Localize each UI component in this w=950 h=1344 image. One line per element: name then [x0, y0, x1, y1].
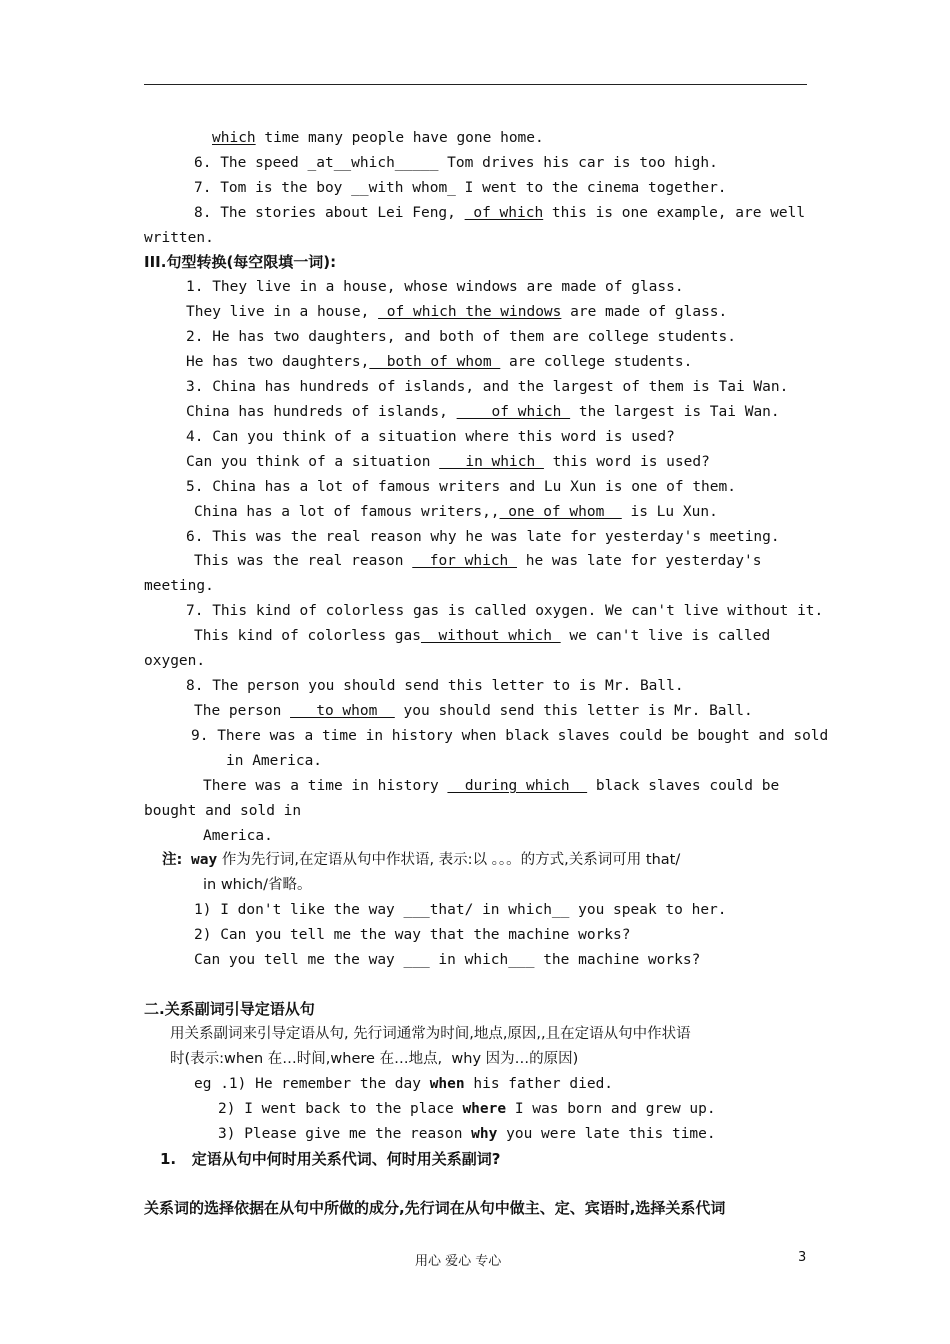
q9-original: 9. There was a time in history when black slaves could be bought and sold	[191, 728, 829, 744]
section-heading-2: 二.关系副词引导定语从句	[144, 1000, 315, 1018]
q2-original: 2. He has two daughters, and both of them are college students.	[186, 329, 736, 345]
way-example-2: 2) Can you tell me the way that the machine works?	[194, 927, 631, 943]
page-number: 3	[798, 1250, 807, 1265]
q1-original: 1. They live in a house, whose windows are made of glass.	[186, 279, 684, 295]
q7-original: 7. This kind of colorless gas is called oxygen. We can't live without it.	[186, 603, 824, 619]
q7-answer-cont: oxygen.	[144, 653, 206, 669]
exercise-item-8: 8. The stories about Lei Feng, of which this is one example, are well	[194, 205, 806, 221]
q8-original: 8. The person you should send this letter to is Mr. Ball.	[186, 678, 684, 694]
q3-original: 3. China has hundreds of islands, and the largest of them is Tai Wan.	[186, 379, 789, 395]
way-example-1: 1) I don't like the way ___that/ in which__ you speak to her.	[194, 902, 727, 918]
q9-answer: There was a time in history during which black slaves could be	[203, 778, 780, 794]
q4-original: 4. Can you think of a situation where this word is used?	[186, 429, 675, 445]
header-rule	[144, 84, 807, 85]
paragraph-line: 用关系副词来引导定语从句, 先行词通常为时间,地点,原因,,且在定语从句中作状语	[170, 1026, 691, 1042]
q2-answer: He has two daughters, both of whom are college students.	[186, 354, 693, 370]
q3-answer: China has hundreds of islands, of which the largest is Tai Wan.	[186, 404, 780, 420]
q1-answer: They live in a house, of which the windows are made of glass.	[186, 304, 728, 320]
example-when: eg .1) He remember the day when his father died.	[194, 1076, 614, 1092]
q9-original-cont: in America.	[226, 753, 323, 769]
q5-original: 5. China has a lot of famous writers and Lu Xun is one of them.	[186, 479, 736, 495]
example-where: 2) I went back to the place where I was born and grew up.	[218, 1101, 716, 1117]
q6-original: 6. This was the real reason why he was late for yesterday's meeting.	[186, 529, 780, 545]
q6-answer: This was the real reason for which he was late for yesterday's	[194, 553, 762, 569]
q8-answer: The person to whom you should send this letter is Mr. Ball.	[194, 703, 753, 719]
q6-answer-cont: meeting.	[144, 578, 214, 594]
example-why: 3) Please give me the reason why you were late this time.	[218, 1126, 716, 1142]
q5-answer: China has a lot of famous writers,, one of whom is Lu Xun.	[194, 504, 718, 520]
subheading-1: 1. 定语从句中何时用关系代词、何时用关系副词?	[160, 1150, 501, 1168]
footer-motto: 用心 爱心 专心	[415, 1254, 502, 1269]
exercise-item-8-cont: written.	[144, 230, 214, 246]
q7-answer: This kind of colorless gas without which we can't live is called	[194, 628, 771, 644]
q9-answer-cont: bought and sold in	[144, 803, 302, 819]
note-line: 注: way 作为先行词,在定语从句中作状语, 表示:以 。。。的方式,关系词可用 that/	[162, 852, 681, 868]
section-heading-iii: III.句型转换(每空限填一词):	[144, 253, 337, 271]
exercise-item-6: 6. The speed _at__which_____ Tom drives his car is too high.	[194, 155, 718, 171]
q9-answer-cont2: America.	[203, 828, 273, 844]
note-line-cont: in which/省略。	[203, 877, 312, 893]
text-line: which time many people have gone home.	[212, 130, 544, 146]
paragraph-line: 时(表示:when 在…时间,where 在…地点, why 因为…的原因)	[170, 1051, 579, 1067]
q4-answer: Can you think of a situation in which this word is used?	[186, 454, 710, 470]
bold-paragraph: 关系词的选择依据在从句中所做的成分,先行词在从句中做主、定、宾语时,选择关系代词	[144, 1199, 726, 1217]
exercise-item-7: 7. Tom is the boy __with whom_ I went to the cinema together.	[194, 180, 727, 196]
way-example-2-answer: Can you tell me the way ___ in which___ the machine works?	[194, 952, 701, 968]
